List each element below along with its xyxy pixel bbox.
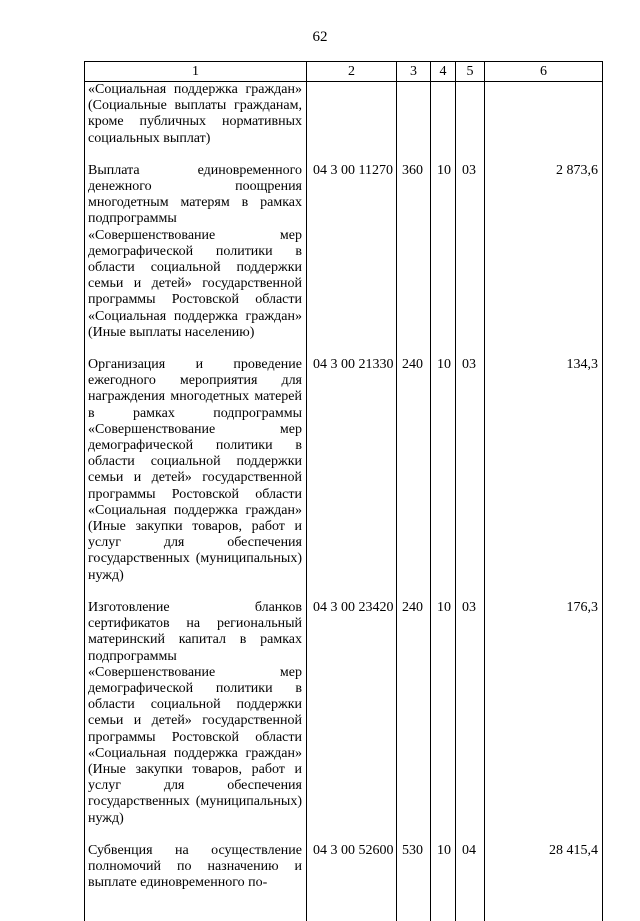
table-row	[85, 357, 603, 600]
table-row	[85, 82, 603, 163]
row-name-cell: Выплата единовременного денежного поощрения многодетным матерям в рамках подпрограммы «Совершенствование мер демографической политики в области социальной поддержки семьи и детей» государственной программы Ростовской области «Социальная поддержка граждан» (Иные выплаты населению)	[85, 163, 307, 357]
column-header-expense-type: 3	[397, 62, 431, 82]
row-name-cell: Субвенция на осуществление полномочий по назначению и выплате единовременного по-	[85, 843, 307, 921]
row-expense-type-cell: 530	[397, 843, 431, 921]
column-header-name: 1	[85, 62, 307, 82]
column-header-target-article: 2	[307, 62, 397, 82]
row-amount-cell: 176,3	[485, 600, 603, 843]
row-target-article-cell: 04 3 00 23420	[307, 600, 397, 843]
row-target-article-cell: 04 3 00 21330	[307, 357, 397, 600]
row-section-cell: 10	[431, 357, 456, 600]
row-target-article-cell: 04 3 00 11270	[307, 163, 397, 357]
row-name-cell: «Социальная поддержка граждан» (Социальные выплаты гражданам, кроме публичных нормативных социальных выплат)	[85, 82, 307, 163]
column-header-subsection: 5	[456, 62, 485, 82]
row-section-cell: 10	[431, 600, 456, 843]
row-subsection-cell	[456, 82, 485, 163]
row-subsection-cell: 04	[456, 843, 485, 921]
column-header-amount: 6	[485, 62, 603, 82]
table-row	[85, 600, 603, 843]
row-expense-type-cell	[397, 82, 431, 163]
row-expense-type-cell: 360	[397, 163, 431, 357]
page-number: 62	[312, 29, 328, 45]
budget-table	[84, 61, 603, 921]
row-amount-cell: 28 415,4	[485, 843, 603, 921]
row-expense-type-cell: 240	[397, 600, 431, 843]
row-name-cell: Организация и проведение ежегодного мероприятия для награждения многодетных матерей в рамках подпрограммы «Совершенствование мер демографической политики в области социальной поддержки семьи и детей» государственной программы Ростовской области «Социальная поддержка граждан» (Иные закупки товаров, работ и услуг для обеспечения государственных (муниципальных) нужд)	[85, 357, 307, 600]
row-target-article-cell: 04 3 00 52600	[307, 843, 397, 921]
row-section-cell: 10	[431, 163, 456, 357]
row-section-cell	[431, 82, 456, 163]
row-amount-cell: 134,3	[485, 357, 603, 600]
row-amount-cell: 2 873,6	[485, 163, 603, 357]
row-section-cell: 10	[431, 843, 456, 921]
table-row	[85, 843, 603, 921]
row-subsection-cell: 03	[456, 600, 485, 843]
row-amount-cell	[485, 82, 603, 163]
table-row	[85, 163, 603, 357]
row-name-cell: Изготовление бланков сертификатов на региональный материнский капитал в рамках подпрограммы «Совершенствование мер демографической политики в области социальной поддержки семьи и детей» государственной программы Ростовской области «Социальная поддержка граждан» (Иные закупки товаров, работ и услуг для обеспечения государственных (муниципальных) нужд)	[85, 600, 307, 843]
row-target-article-cell	[307, 82, 397, 163]
row-subsection-cell: 03	[456, 357, 485, 600]
row-subsection-cell: 03	[456, 163, 485, 357]
row-expense-type-cell: 240	[397, 357, 431, 600]
table-header-row	[85, 62, 603, 82]
column-header-section: 4	[431, 62, 456, 82]
